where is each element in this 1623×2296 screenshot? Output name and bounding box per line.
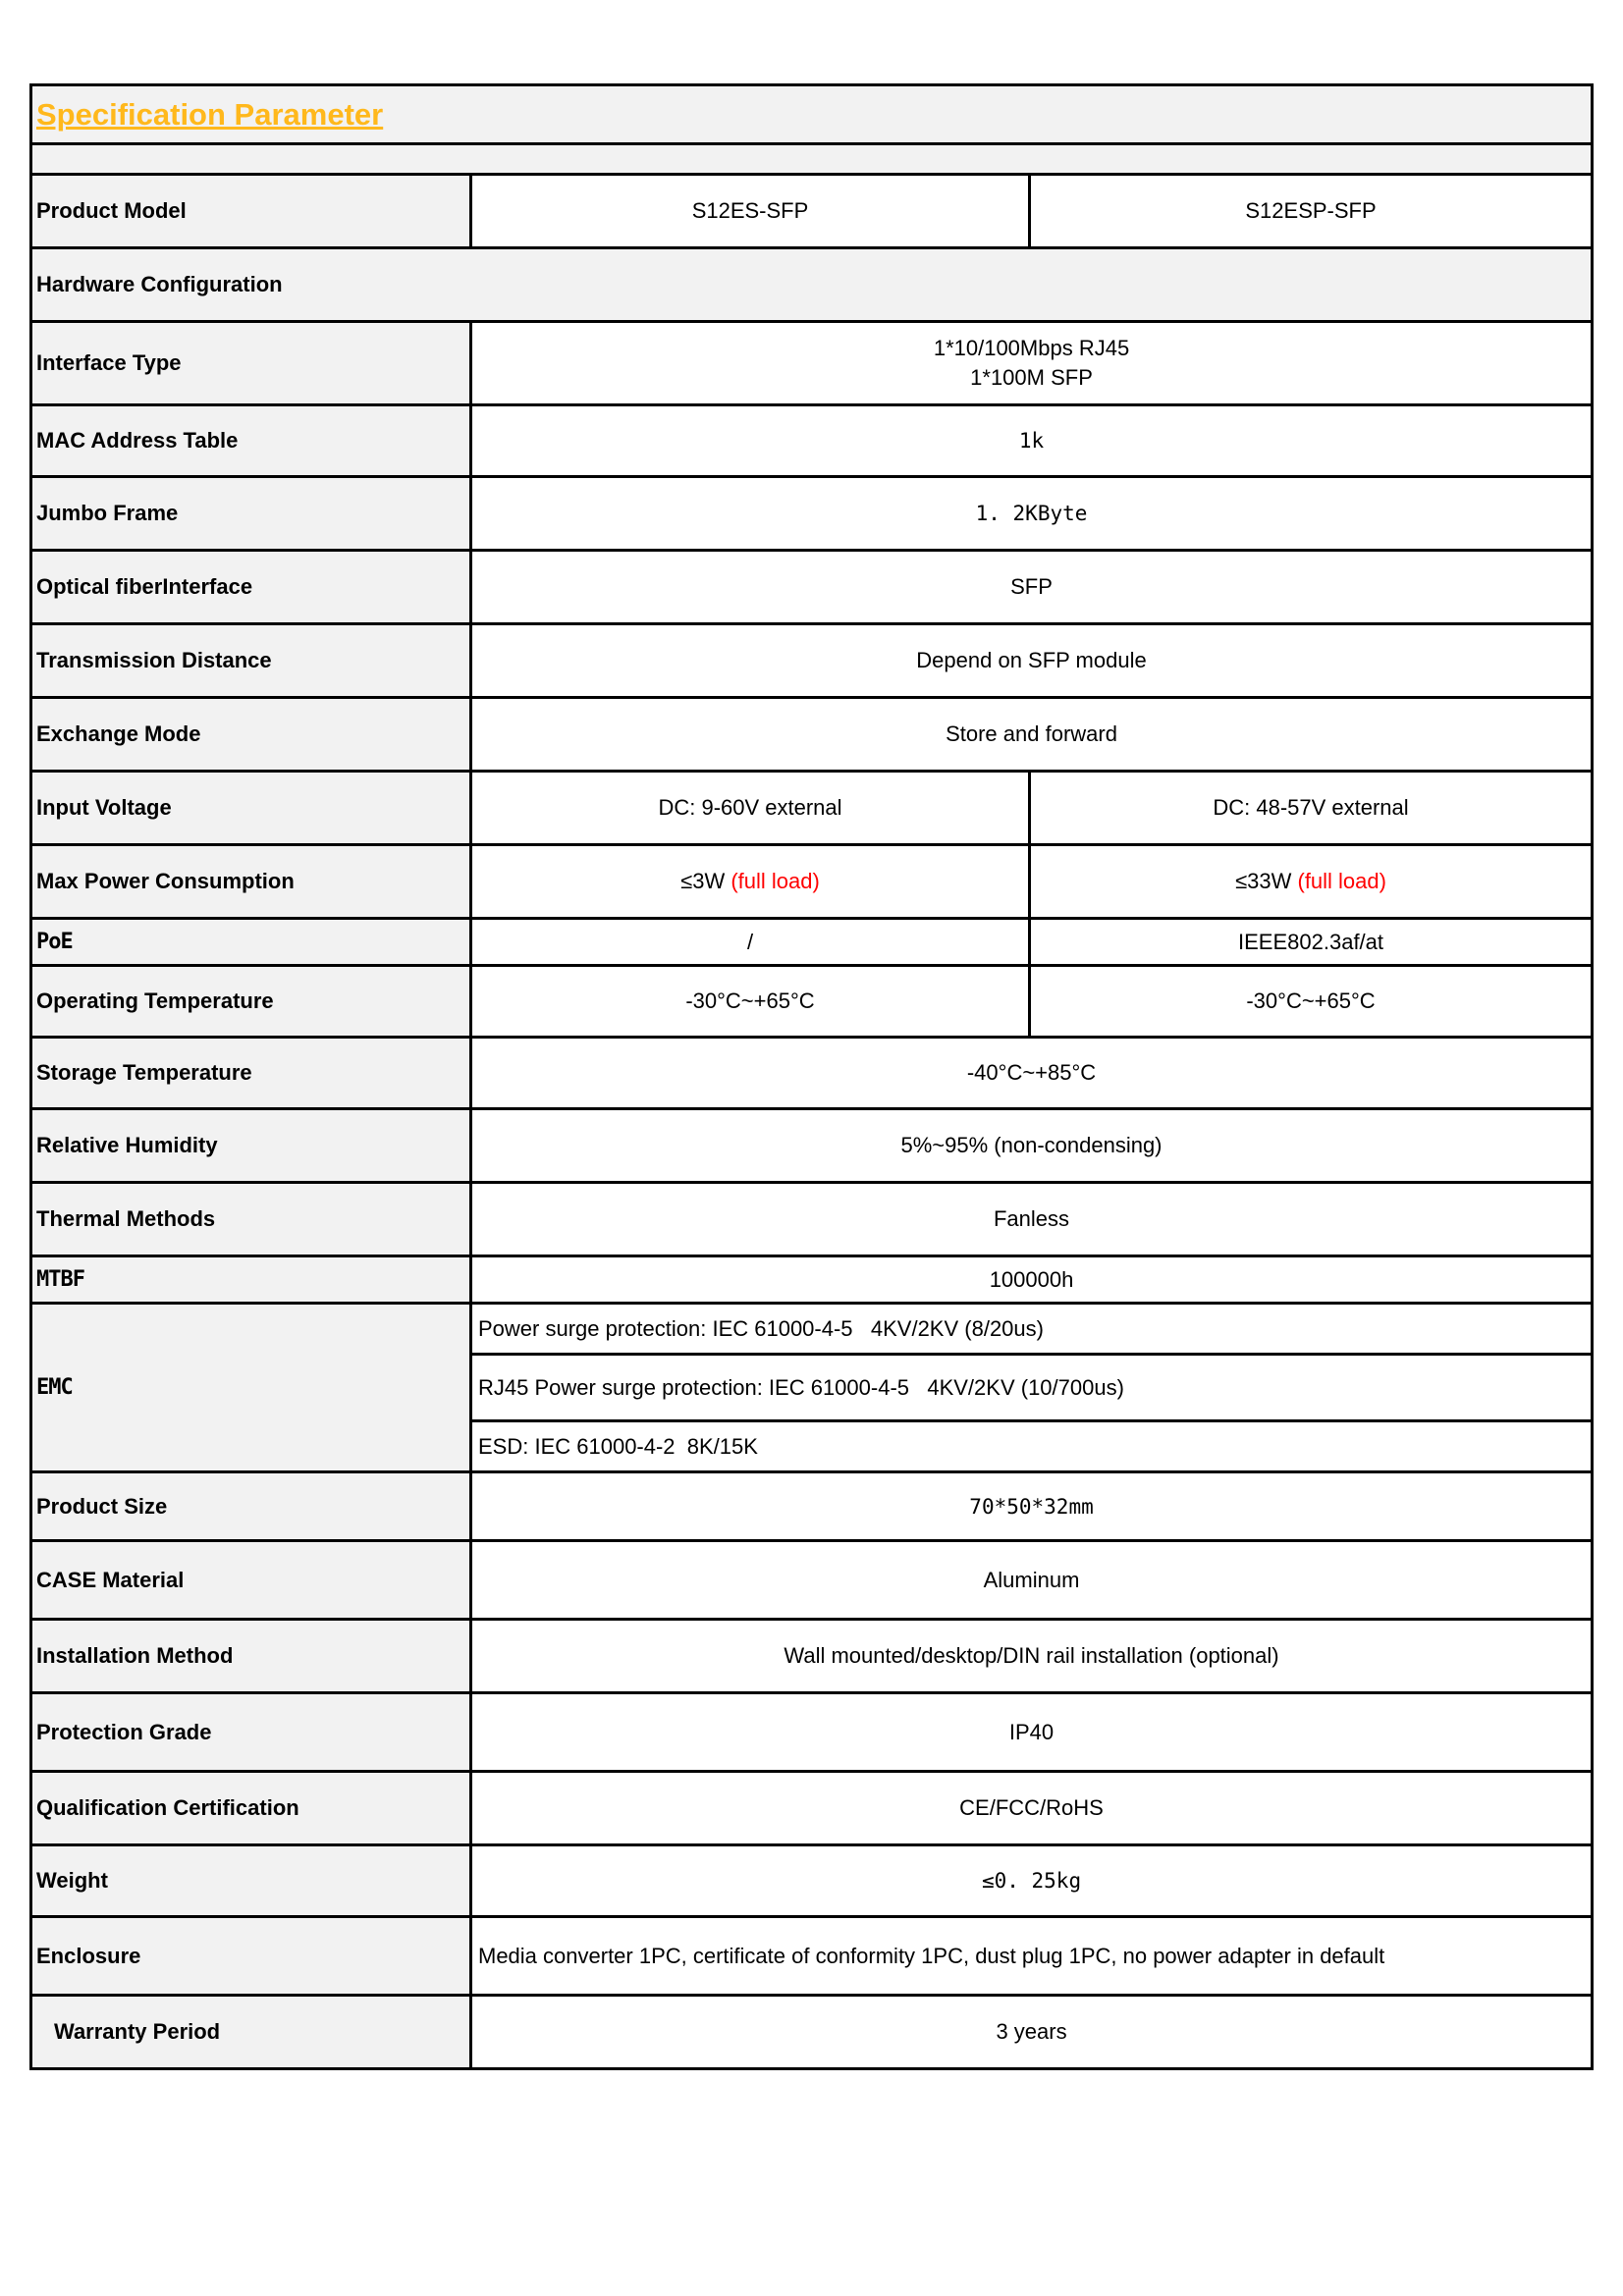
table-row [31,966,1593,1038]
value-storage-temperature: -40°C~+85°C [471,1038,1593,1109]
table-row [31,1693,1593,1772]
row-label-thermal-methods: Thermal Methods [31,1183,471,1256]
table-row [31,1917,1593,1996]
row-label-max-power-consumption: Max Power Consumption [31,845,471,919]
max-power-a-amount: ≤3W [680,869,726,893]
table-row [31,1996,1593,2069]
table-row [31,1541,1593,1620]
row-label-operating-temperature: Operating Temperature [31,966,471,1038]
row-label-emc: EMC [31,1304,471,1472]
table-row [31,1183,1593,1256]
value-exchange-mode: Store and forward [471,698,1593,772]
value-product-size: 70*50*32mm [471,1472,1593,1541]
value-mac-address-table: 1k [471,405,1593,477]
row-label-case-material: CASE Material [31,1541,471,1620]
row-label-weight: Weight [31,1845,471,1917]
max-power-b-note: (full load) [1291,869,1386,893]
row-label-protection-grade: Protection Grade [31,1693,471,1772]
specification-table [29,83,1594,2070]
value-interface-type-line2: 1*100M SFP [970,365,1093,390]
value-poe-b: IEEE802.3af/at [1030,919,1593,966]
value-emc-rj45-surge: RJ45 Power surge protection: IEC 61000-4-5 4KV/2KV (10/700us) [471,1355,1593,1421]
value-interface-type-line1: 1*10/100Mbps RJ45 [933,336,1130,361]
value-operating-temperature-b: -30°C~+65°C [1030,966,1593,1038]
table-row [31,477,1593,551]
value-enclosure: Media converter 1PC, certificate of conformity 1PC, dust plug 1PC, no power adapter in default [471,1917,1593,1996]
table-row [31,551,1593,624]
row-label-mtbf: MTBF [31,1256,471,1304]
table-row [31,1472,1593,1541]
page-title: Specification Parameter [36,96,384,132]
value-operating-temperature-a: -30°C~+65°C [471,966,1030,1038]
value-interface-type [471,322,1593,405]
max-power-a-note: (full load) [725,869,820,893]
table-row [31,772,1593,845]
table-row [31,919,1593,966]
spacer-row [31,144,1593,175]
value-input-voltage-a: DC: 9-60V external [471,772,1030,845]
table-row [31,1256,1593,1304]
row-label-mac-address-table: MAC Address Table [31,405,471,477]
title-cell [31,85,1593,144]
value-protection-grade: IP40 [471,1693,1593,1772]
max-power-b-amount: ≤33W [1235,869,1292,893]
row-label-storage-temperature: Storage Temperature [31,1038,471,1109]
value-product-model-b: S12ESP-SFP [1030,175,1593,248]
value-warranty-period: 3 years [471,1996,1593,2069]
row-label-installation-method: Installation Method [31,1620,471,1693]
table-row [31,1038,1593,1109]
row-label-relative-humidity: Relative Humidity [31,1109,471,1183]
table-row [31,624,1593,698]
value-optical-fiber-interface: SFP [471,551,1593,624]
value-max-power-a [471,845,1030,919]
value-case-material: Aluminum [471,1541,1593,1620]
row-label-product-size: Product Size [31,1472,471,1541]
table-row [31,1304,1593,1355]
row-label-interface-type: Interface Type [31,322,471,405]
spacer-cell [31,144,1593,175]
value-weight: ≤0. 25kg [471,1845,1593,1917]
table-row [31,322,1593,405]
table-row [31,1772,1593,1845]
row-label-jumbo-frame: Jumbo Frame [31,477,471,551]
row-label-optical-fiber-interface: Optical fiberInterface [31,551,471,624]
value-qualification-certification: CE/FCC/RoHS [471,1772,1593,1845]
value-product-model-a: S12ES-SFP [471,175,1030,248]
value-emc-power-surge: Power surge protection: IEC 61000-4-5 4KV/2KV (8/20us) [471,1304,1593,1355]
row-label-enclosure: Enclosure [31,1917,471,1996]
table-row [31,1845,1593,1917]
row-label-qualification-certification: Qualification Certification [31,1772,471,1845]
value-relative-humidity: 5%~95% (non-condensing) [471,1109,1593,1183]
row-label-input-voltage: Input Voltage [31,772,471,845]
row-label-product-model: Product Model [31,175,471,248]
value-poe-a: / [471,919,1030,966]
value-installation-method: Wall mounted/desktop/DIN rail installation (optional) [471,1620,1593,1693]
table-row [31,1109,1593,1183]
row-label-poe: PoE [31,919,471,966]
row-label-warranty-period: Warranty Period [31,1996,471,2069]
table-row [31,175,1593,248]
value-input-voltage-b: DC: 48-57V external [1030,772,1593,845]
value-transmission-distance: Depend on SFP module [471,624,1593,698]
title-row [31,85,1593,144]
table-row [31,1620,1593,1693]
table-row [31,845,1593,919]
table-row [31,698,1593,772]
section-hardware-configuration: Hardware Configuration [31,248,1593,322]
value-emc-esd: ESD: IEC 61000-4-2 8K/15K [471,1421,1593,1472]
section-row [31,248,1593,322]
value-thermal-methods: Fanless [471,1183,1593,1256]
value-jumbo-frame: 1. 2KByte [471,477,1593,551]
value-max-power-b [1030,845,1593,919]
value-mtbf: 100000h [471,1256,1593,1304]
row-label-transmission-distance: Transmission Distance [31,624,471,698]
row-label-exchange-mode: Exchange Mode [31,698,471,772]
table-row [31,405,1593,477]
